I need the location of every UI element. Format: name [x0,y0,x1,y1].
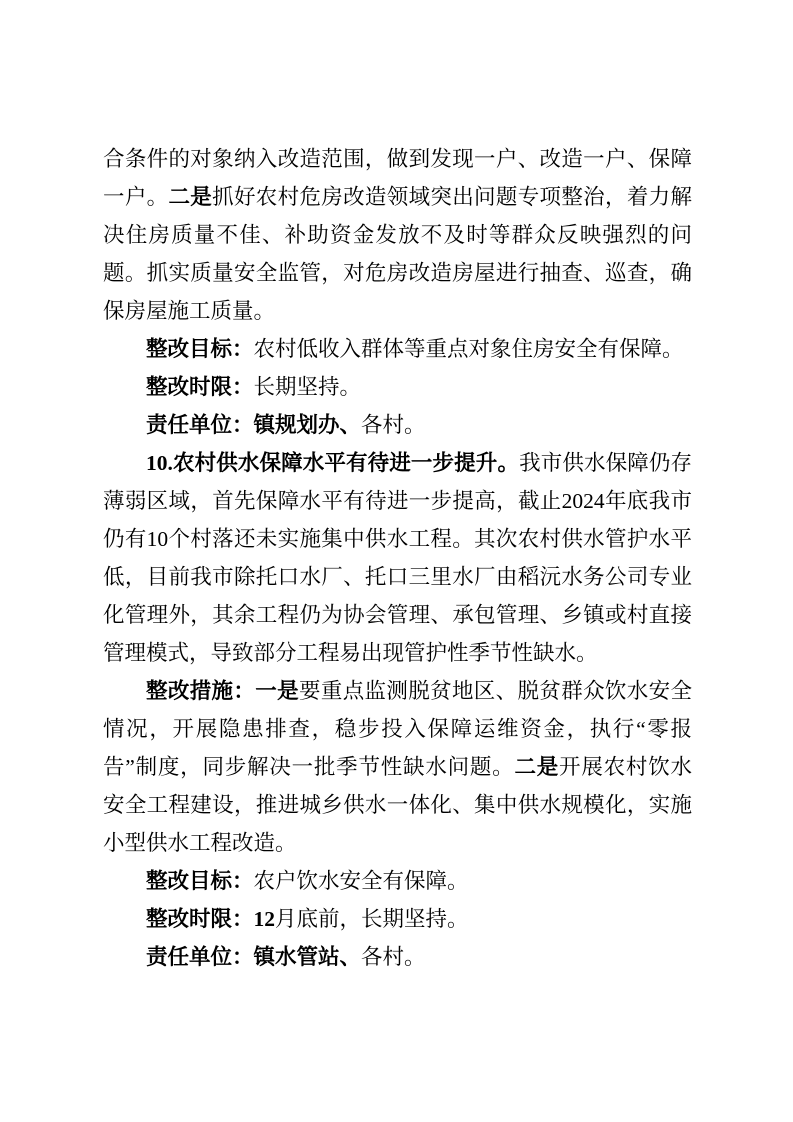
text-run: 各村。 [361,413,426,437]
text-run-bold: 整改措施：一是 [146,679,299,703]
text-run: 各村。 [361,945,426,969]
text-run-bold: 整改目标： [146,337,254,361]
paragraph [103,862,692,900]
paragraph [103,938,692,976]
text-run-bold: 二是 [514,755,560,779]
text-run: 农户饮水安全有保障。 [253,869,469,893]
text-run-bold: 责任单位：镇规划办、 [146,413,362,437]
text-run: 农村低收入群体等重点对象住房安全有保障。 [253,337,684,361]
text-run-bold: 责任单位：镇水管站、 [146,945,362,969]
text-run-bold: 10.农村供水保障水平有待进一步提升。 [146,451,520,475]
text-run-bold: 整改时限：12 [146,907,276,931]
paragraph [103,406,692,444]
paragraph [103,330,692,368]
text-run: 长期坚持。 [253,375,362,399]
text-run-bold: 整改目标： [146,869,254,893]
paragraph [103,444,692,672]
document-body [103,140,692,976]
text-run: 要重点监测脱贫地区、脱贫群众饮水安全情况，开展隐患排查，稳步投入保障运维资金，执行“零报告”制度，同步解决一批季节性缺水问题。 [103,679,692,779]
text-run: 抓好农村危房改造领域突出问题专项整治，着力解决住房质量不佳、补助资金发放不及时等群众反映强烈的问题。抓实质量安全监管，对危房改造房屋进行抽查、巡查，确保房屋施工质量。 [103,185,692,323]
text-run: 月底前，长期坚持。 [275,907,469,931]
paragraph [103,368,692,406]
paragraph [103,140,692,330]
paragraph [103,900,692,938]
text-run: 我市供水保障仍存薄弱区域，首先保障水平有待进一步提高，截止2024年底我市仍有10个村落还未实施集中供水工程。其次农村供水管护水平低，目前我市除托口水厂、托口三里水厂由稻沅水务公司专业化管理外，其余工程仍为协会管理、承包管理、乡镇或村直接管理模式，导致部分工程易出现管护性季节性缺水。 [103,451,692,665]
paragraph [103,672,692,862]
text-run-bold: 二是 [168,185,213,209]
text-run: 合条件的对象纳入改造范围，做到发现一户、改造一户、保障一户。 [103,147,692,209]
text-run-bold: 整改时限： [146,375,254,399]
text-run: 开展农村饮水安全工程建设，推进城乡供水一体化、集中供水规模化，实施小型供水工程改造。 [103,755,692,855]
